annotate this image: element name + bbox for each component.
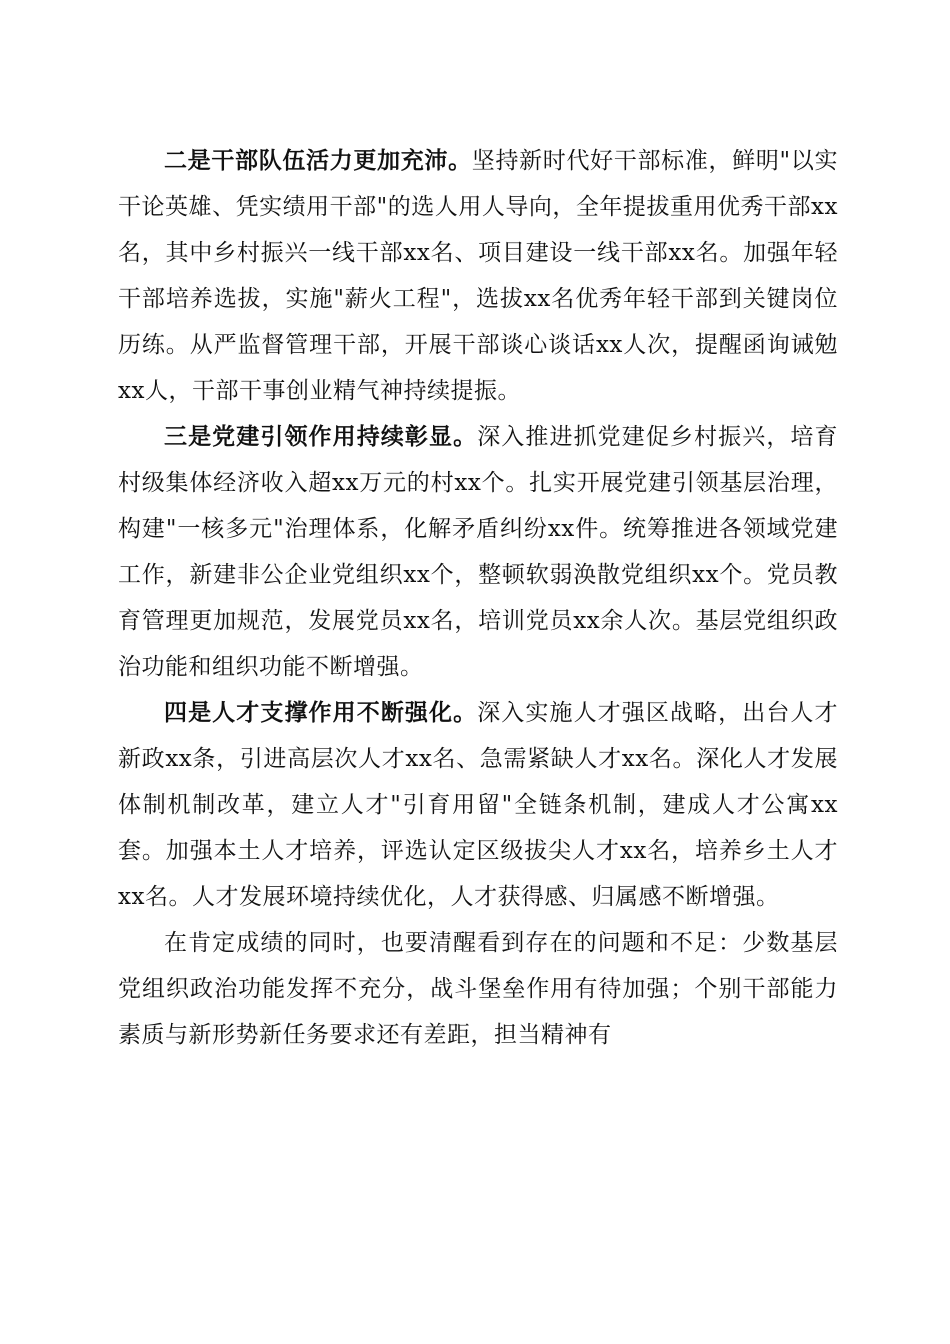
paragraph-lead: 三是党建引领作用持续彰显。: [164, 423, 478, 450]
paragraph-text: 深入推进抓党建促乡村振兴，培育村级集体经济收入超xx万元的村xx个。扎实开展党建引领基层治理，构建"一核多元"治理体系，化解矛盾纠纷xx件。统筹推进各领域党建工作，新建非公企业党组织xx个，整顿软弱涣散党组织xx个。党员教育管理更加规范，发展党员xx名，培训党员xx余人次。基层党组织政治功能和组织功能不断增强。: [118, 424, 839, 680]
paragraph-talent-support: [118, 690, 838, 920]
paragraph-text: 坚持新时代好干部标准，鲜明"以实干论英雄、凭实绩用干部"的选人用人导向，全年提拔重用优秀干部xx名，其中乡村振兴一线干部xx名、项目建设一线干部xx名。加强年轻干部培养选拔，实施"薪火工程"，选拔xx名优秀年轻干部到关键岗位历练。从严监督管理干部，开展干部谈心谈话xx人次，提醒函询诫勉xx人，干部干事创业精气神持续提振。: [118, 148, 838, 404]
document-body: [118, 138, 838, 1058]
paragraph-text: 在肯定成绩的同时，也要清醒看到存在的问题和不足：少数基层党组织政治功能发挥不充分，战斗堡垒作用有待加强；个别干部能力素质与新形势新任务要求还有差距，担当精神有: [118, 930, 838, 1048]
paragraph-cadre-vitality: [118, 138, 838, 414]
paragraph-problems: [118, 920, 838, 1058]
paragraph-lead: 二是干部队伍活力更加充沛。: [164, 147, 472, 174]
paragraph-party-building: [118, 414, 838, 690]
paragraph-text: 深入实施人才强区战略，出台人才新政xx条，引进高层次人才xx名、急需紧缺人才xx名。深化人才发展体制机制改革，建立人才"引育用留"全链条机制，建成人才公寓xx套。加强本土人才培养，评选认定区级拔尖人才xx名，培养乡土人才xx名。人才发展环境持续优化，人才获得感、归属感不断增强。: [118, 700, 839, 910]
paragraph-lead: 四是人才支撑作用不断强化。: [164, 699, 478, 726]
